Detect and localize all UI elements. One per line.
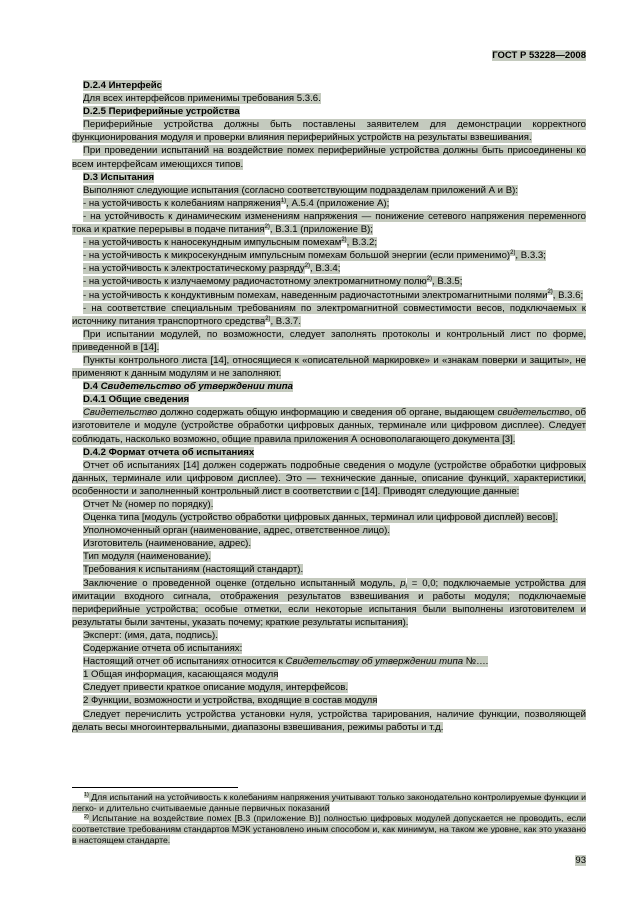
text-run: Отчет № (номер по порядку). bbox=[83, 499, 214, 510]
footnote-separator bbox=[72, 787, 238, 788]
text-run: Эксперт: (имя, дата, подпись). bbox=[83, 629, 218, 641]
text-run: - на устойчивость к кондуктивным помехам, наведенным радиочастотными электромагнитными полями bbox=[83, 289, 548, 301]
paragraph bbox=[72, 577, 586, 629]
text-run: 1 Общая информация, касающаяся модуля bbox=[83, 669, 279, 681]
text-run: Заключение о проведенной оценке (отдельно испытанный модуль, bbox=[83, 577, 401, 589]
list-item bbox=[72, 302, 586, 328]
text-run: D.3 Испытания bbox=[83, 171, 155, 183]
text-run: Свидетельство об утверждении типа bbox=[100, 381, 293, 393]
text-run: p bbox=[400, 577, 406, 589]
text-run: Настоящий отчет об испытаниях относится к bbox=[83, 656, 286, 668]
paragraph bbox=[72, 629, 586, 642]
text-run: 2 Функции, возможности и устройства, входящие в состав модуля bbox=[83, 695, 378, 707]
text-run: Уполномоченный орган (наименование, адрес, ответственное лицо). bbox=[83, 525, 390, 537]
text-run: D.4.2 Формат отчета об испытаниях bbox=[83, 446, 255, 458]
text-run: , В.3.7. bbox=[270, 315, 301, 327]
text-run: D.4 bbox=[83, 381, 101, 393]
text-run: 1) bbox=[280, 197, 287, 204]
text-run: D.4.1 Общие сведения bbox=[83, 394, 190, 406]
list-item bbox=[72, 275, 586, 288]
text-run: 2) bbox=[265, 315, 271, 322]
paragraph bbox=[72, 459, 586, 498]
list-item bbox=[72, 210, 586, 236]
paragraph bbox=[72, 563, 586, 576]
text-run: №…. bbox=[463, 656, 489, 668]
text-run: Периферийные устройства должны быть поставлены заявителем для демонстрации корректного функционирования модуля и проверки влияния периферийных устройств на результаты взвешивания. bbox=[72, 119, 586, 144]
text-run: - на устойчивость к наносекундным импульсным помехам bbox=[83, 237, 342, 249]
text-run: 1) bbox=[84, 792, 89, 799]
text-run: 2) bbox=[84, 813, 89, 820]
text-run: , В.3.4; bbox=[309, 263, 341, 275]
paragraph bbox=[72, 537, 586, 550]
text-run: Испытание на воздействие помех [В.3 (приложение В)] полностью цифровых модулей допускается не проводить, если соответствие требованиям стандартов МЭК установлено иным способом и, как минимум, на таком же уровне, как это указано в настоящем стандарте. bbox=[72, 813, 586, 845]
section-heading bbox=[72, 105, 586, 118]
text-run: Тип модуля (наименование). bbox=[83, 551, 211, 563]
text-run: 2) bbox=[510, 250, 516, 257]
paragraph bbox=[72, 655, 586, 668]
text-run: - на устойчивость к динамическим изменениям напряжения — понижение сетевого напряжения переменного тока и краткие перерывы в подаче питания bbox=[72, 210, 586, 236]
text-run: Требования к испытаниям (настоящий стандарт). bbox=[83, 564, 304, 576]
paragraph bbox=[72, 681, 586, 694]
text-run: - на устойчивость к электростатическому разряду bbox=[83, 263, 305, 275]
page-number bbox=[575, 855, 586, 866]
footnote bbox=[72, 792, 586, 813]
text-run: , В.3.5; bbox=[432, 276, 463, 288]
paragraph bbox=[72, 328, 586, 354]
text-run: 2) bbox=[264, 223, 270, 230]
text-run: Выполняют следующие испытания (согласно соответствующим подразделам приложений А и В): bbox=[83, 184, 518, 196]
text-run: 2) bbox=[304, 263, 310, 270]
paragraph bbox=[72, 668, 586, 681]
paragraph bbox=[72, 708, 586, 734]
paragraph bbox=[72, 144, 586, 170]
text-run: Изготовитель (наименование, адрес). bbox=[83, 538, 252, 550]
text-run: 2) bbox=[426, 276, 432, 283]
text-run: D.2.4 Интерфейс bbox=[83, 80, 163, 91]
paragraph bbox=[72, 511, 586, 524]
text-run: , об изготовителе и модуле (устройстве обработки цифровых данных, терминале или цифровом дисплее). Следует соблюдать, насколько возможно, общие правила приложения А основополагающего документа [3]. bbox=[72, 407, 586, 445]
footnote bbox=[72, 813, 586, 845]
text-run: При проведении испытаний на воздействие помех периферийные устройства должны быть присоединены ко всем интерфейсам имеющихся типов. bbox=[72, 145, 586, 170]
paragraph bbox=[72, 524, 586, 537]
text-run: , В.3.3; bbox=[515, 250, 546, 262]
section-heading bbox=[72, 79, 586, 92]
list-item bbox=[72, 197, 586, 210]
header bbox=[492, 50, 586, 61]
text-run: 2) bbox=[341, 236, 347, 243]
paragraph bbox=[72, 354, 586, 380]
text-run: Оценка типа [модуль (устройство обработки цифровых данных, терминал или цифровой дисплей) весов]. bbox=[83, 512, 558, 524]
text-run: , А.5.4 (приложение А); bbox=[286, 197, 390, 209]
text-run: Свидетельство bbox=[83, 407, 158, 419]
paragraph bbox=[72, 92, 586, 105]
text-run: , В.3.1 (приложение В); bbox=[269, 224, 373, 236]
text-run: Пункты контрольного листа [14], относящиеся к «описательной маркировке» и «знакам поверки и защиты», не применяют к данным модулям и не заполняют. bbox=[72, 354, 586, 380]
text-run: Свидетельству об утверждении типа bbox=[285, 656, 464, 668]
section-heading bbox=[72, 393, 586, 406]
paragraph bbox=[72, 406, 586, 445]
paragraph bbox=[72, 550, 586, 563]
text-run: - на соответствие специальным требованиям по электромагнитной совместимости весов, подключаемых к источнику питания транспортного средства bbox=[72, 302, 586, 327]
text-run: - на устойчивость к излучаемому радиочастотному электромагнитному полю bbox=[83, 276, 427, 288]
section-heading bbox=[72, 380, 586, 393]
list-item bbox=[72, 249, 586, 262]
text-run: Следует перечислить устройства установки нуля, устройства тарирования, наличие функции, позволяющей делать весы многоинтервальными, диапазоны взвешивания, режимы работы и т.д. bbox=[72, 708, 586, 733]
page-number-text: 93 bbox=[575, 855, 586, 866]
text-run: должно содержать общую информацию и сведения об органе, выдающем bbox=[157, 407, 498, 419]
paragraph bbox=[72, 184, 586, 197]
paragraph bbox=[72, 118, 586, 144]
text-run: - на устойчивость к микросекундным импульсным помехам большой энергии (если применимо) bbox=[83, 250, 511, 262]
text-run: свидетельство bbox=[497, 407, 570, 419]
header-doc-ref: ГОСТ Р 53228—2008 bbox=[492, 50, 586, 61]
text-run: , В.3.6; bbox=[552, 289, 584, 301]
paragraph bbox=[72, 498, 586, 511]
text-run: - на устойчивость к колебаниям напряжения bbox=[83, 197, 281, 209]
text-run: = 0,0; подключаемые устройства для имитации входного сигнала, отображения результатов взвешивания и работы модуля; подключаемые периферийные устройства; особые отметки, если некоторые испытания были выполнены изготовителем и результаты были зачтены, указать почему; краткие результаты испытания). bbox=[72, 577, 586, 628]
text-run: , В.3.2; bbox=[346, 237, 378, 249]
list-item bbox=[72, 289, 586, 302]
footnotes bbox=[72, 792, 586, 846]
paragraph bbox=[72, 642, 586, 655]
section-heading bbox=[72, 171, 586, 184]
text-run: 2) bbox=[547, 289, 553, 296]
text-run: Отчет об испытаниях [14] должен содержать подробные сведения о модуле (устройстве обработки цифровых данных, терминале или цифровом дисплее). Это — технические данные, описание функций, характеристики, особенности и заполненный контрольный лист в соответствии с [14]. Приводят следующие данные: bbox=[72, 459, 586, 497]
document-body bbox=[72, 79, 586, 734]
paragraph bbox=[72, 694, 586, 707]
list-item bbox=[72, 262, 586, 275]
text-run: Следует привести краткое описание модуля, интерфейсов. bbox=[83, 682, 349, 694]
text-run: Для всех интерфейсов применимы требования 5.3.6. bbox=[83, 93, 321, 105]
text-run: D.2.5 Периферийные устройства bbox=[83, 106, 240, 118]
text-run: Содержание отчета об испытаниях: bbox=[83, 643, 243, 655]
section-heading bbox=[72, 446, 586, 459]
list-item bbox=[72, 236, 586, 249]
text-run: При испытании модулей, по возможности, следует заполнять протоколы и контрольный лист по форме, приведенной в [14]. bbox=[72, 328, 586, 353]
text-run: Для испытаний на устойчивость к колебаниям напряжения учитывают только законодательно контролируемые функции и легко- и длительно считываемые данные первичных показаний bbox=[72, 792, 586, 813]
